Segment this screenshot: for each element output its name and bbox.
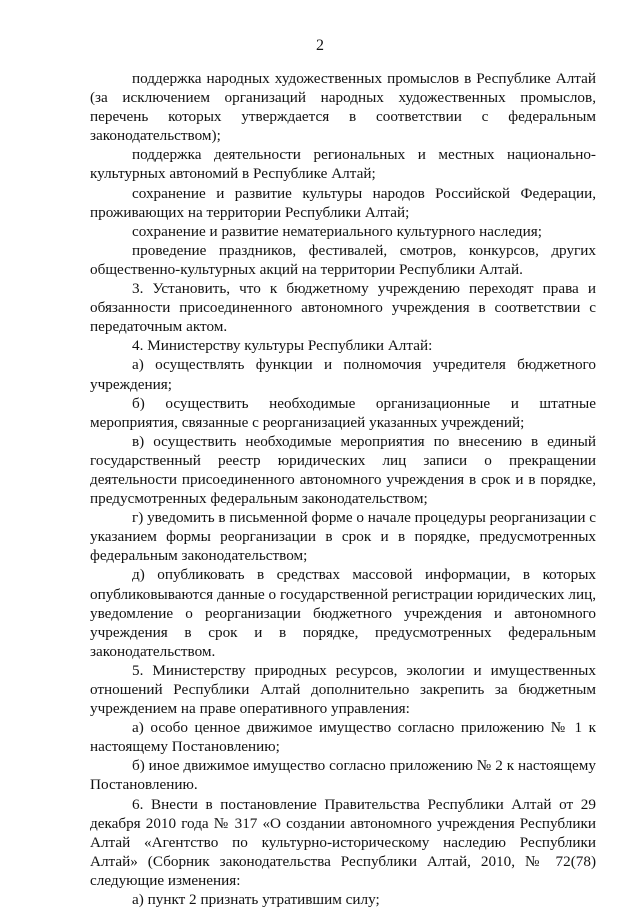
page-number: 2: [316, 37, 324, 54]
paragraph-item-5a: а) особо ценное движимое имущество согласно приложению № 1 к настоящему Постановлению;: [90, 719, 596, 756]
paragraph-culture-of-peoples: сохранение и развитие культуры народов Российской Федерации, проживающих на территории Республики Алтай;: [90, 184, 596, 221]
paragraph-item-4a: а) осуществлять функции и полномочия учредителя бюджетного учреждения;: [90, 356, 596, 393]
paragraph-item-3: 3. Установить, что к бюджетному учреждению переходят права и обязанности присоединенного автономного учреждения в соответствии с передаточным актом.: [90, 280, 596, 336]
paragraph-intangible-heritage: сохранение и развитие нематериального культурного наследия;: [132, 222, 542, 240]
paragraph-item-5: 5. Министерству природных ресурсов, экологии и имущественных отношений Республики Алтай дополнительно закрепить за бюджетным учреждением на праве оперативного управления:: [90, 661, 596, 718]
paragraph-item-4v: в) осуществить необходимые мероприятия по внесению в единый государственный реестр юридических лиц записи о прекращении деятельности присоединенного автономного учреждения в срок и в порядке, предусмотренных федеральным законодательством;: [90, 432, 596, 508]
paragraph-item-6a: а) пункт 2 признать утратившим силу;: [132, 891, 380, 909]
paragraph-item-4g: г) уведомить в письменной форме о начале процедуры реорганизации с указанием формы реорганизации в срок и в порядке, предусмотренных федеральным законодательством;: [90, 509, 596, 565]
paragraph-folk-crafts: поддержка народных художественных промыслов в Республике Алтай (за исключением организаций народных художественных промыслов, перечень которых утверждается в соответствии с федеральным законодательством);: [90, 70, 596, 145]
paragraph-item-5b: б) иное движимое имущество согласно приложению № 2 к настоящему Постановлению.: [90, 757, 596, 794]
paragraph-item-4d: д) опубликовать в средствах массовой информации, в которых опубликовываются данные о государственной регистрации юридических лиц, уведомление о реорганизации бюджетного учреждения и автономного учреждения в срок и в порядке, предусмотренных федеральным законодательством.: [90, 566, 596, 660]
paragraph-item-4b: б) осуществить необходимые организационные и штатные мероприятия, связанные с реорганизацией указанных учреждений;: [90, 394, 596, 431]
paragraph-national-cultural-autonomies: поддержка деятельности региональных и местных национально-культурных автономий в Республике Алтай;: [90, 146, 596, 183]
paragraph-festivals: проведение праздников, фестивалей, смотров, конкурсов, других общественно-культурных акций на территории Республики Алтай.: [90, 241, 596, 278]
document-body: [90, 69, 596, 909]
paragraph-item-4: 4. Министерству культуры Республики Алтай:: [132, 337, 433, 355]
paragraph-item-6: 6. Внести в постановление Правительства Республики Алтай от 29 декабря 2010 года № 317 «О создании автономного учреждения Республики Алтай «Агентство по культурно-историческому наследию Республики Алтай» (Сборник законодательства Республики Алтай, 2010, № 72(78) следующие изменения:: [90, 795, 596, 889]
